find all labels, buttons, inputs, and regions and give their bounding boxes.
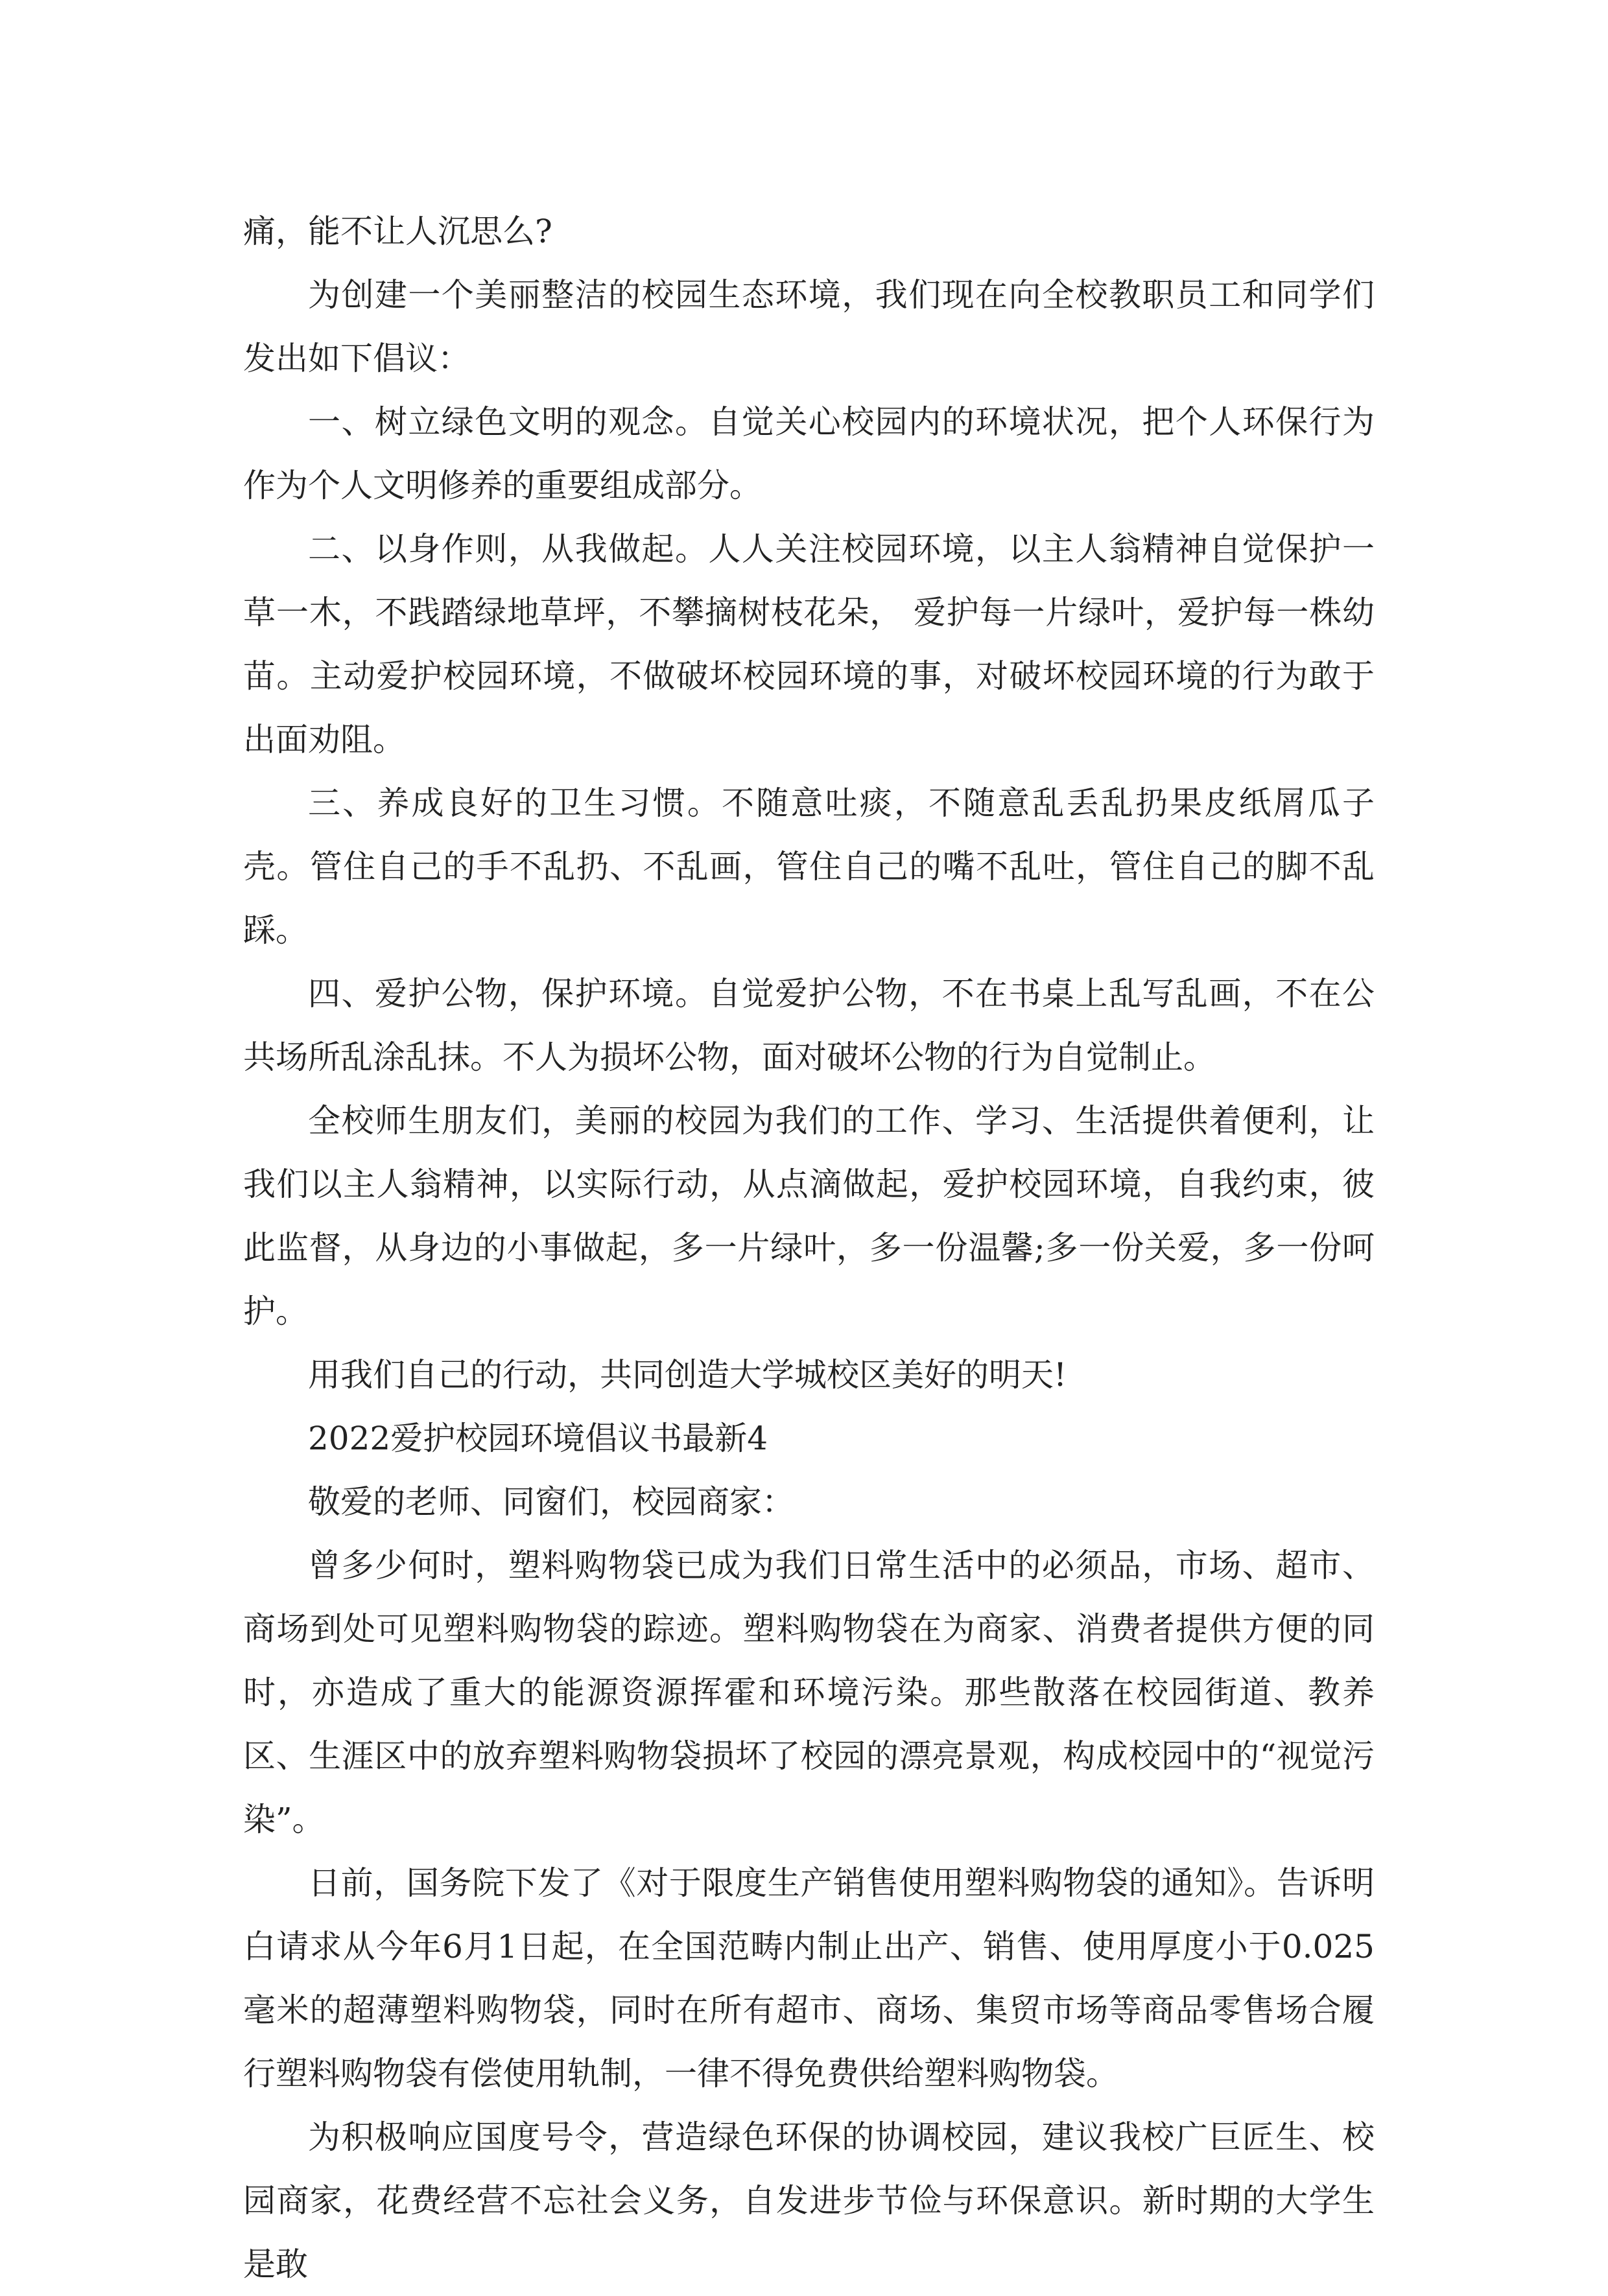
paragraph-closing: 全校师生朋友们，美丽的校园为我们的工作、学习、生活提供着便利，让我们以主人翁精神，以实际行动，从点滴做起，爱护校园环境，自我约束，彼此监督，从身边的小事做起，多一片绿叶，多一份温馨;多一份关爱，多一份呵护。 (243, 1102, 1375, 1330)
paragraph-background: 曾多少何时，塑料购物袋已成为我们日常生活中的必须品，市场、超市、商场到处可见塑料购物袋的踪迹。塑料购物袋在为商家、消费者提供方便的同时，亦造成了重大的能源资源挥霍和环境污染。那些散落在校园街道、教养区、生涯区中的放弃塑料购物袋损坏了校园的漂亮景观，构成校园中的“视觉污染”。 (243, 1547, 1375, 1838)
paragraph-proposal: 为积极响应国度号令，营造绿色环保的协调校园，建议我校广巨匠生、校园商家，花费经营不忘社会义务，自发进步节俭与环保意识。新时期的大学生是敢 (243, 2118, 1375, 2283)
paragraph-item-3: 三、养成良好的卫生习惯。不随意吐痰，不随意乱丢乱扔果皮纸屑瓜子壳。管住自己的手不乱扔、不乱画，管住自己的嘴不乱吐，管住自己的脚不乱踩。 (243, 784, 1375, 949)
paragraph-item-2: 二、以身作则，从我做起。人人关注校园环境，以主人翁精神自觉保护一草一木，不践踏绿地草坪，不攀摘树枝花朵， 爱护每一片绿叶，爱护每一株幼苗。主动爱护校园环境，不做破坏校园环境的事，对破坏校园环境的行为敢于出面劝阻。 (243, 530, 1375, 758)
document-body (243, 200, 1375, 2296)
section-heading: 2022爱护校园环境倡议书最新4 (308, 1420, 768, 1457)
paragraph-item-1: 一、树立绿色文明的观念。自觉关心校园内的环境状况，把个人环保行为作为个人文明修养的重要组成部分。 (243, 403, 1375, 504)
paragraph-item-4: 四、爱护公物，保护环境。自觉爱护公物，不在书桌上乱写乱画，不在公共场所乱涂乱抹。不人为损坏公物，面对破坏公物的行为自觉制止。 (243, 975, 1375, 1076)
paragraph-slogan: 用我们自己的行动，共同创造大学城校区美好的明天! (308, 1356, 1067, 1394)
paragraph-notice: 日前，国务院下发了《对于限度生产销售使用塑料购物袋的通知》。告诉明白请求从今年6月1日起，在全国范畴内制止出产、销售、使用厚度小于0.025毫米的超薄塑料购物袋，同时在所有超市、商场、集贸市场等商品零售场合履行塑料购物袋有偿使用轨制，一律不得免费供给塑料购物袋。 (243, 1864, 1375, 2092)
paragraph-intro: 为创建一个美丽整洁的校园生态环境，我们现在向全校教职员工和同学们发出如下倡议： (243, 276, 1375, 377)
paragraph-continuation: 痛，能不让人沉思么? (243, 213, 552, 250)
salutation: 敬爱的老师、同窗们，校园商家： (308, 1483, 794, 1521)
